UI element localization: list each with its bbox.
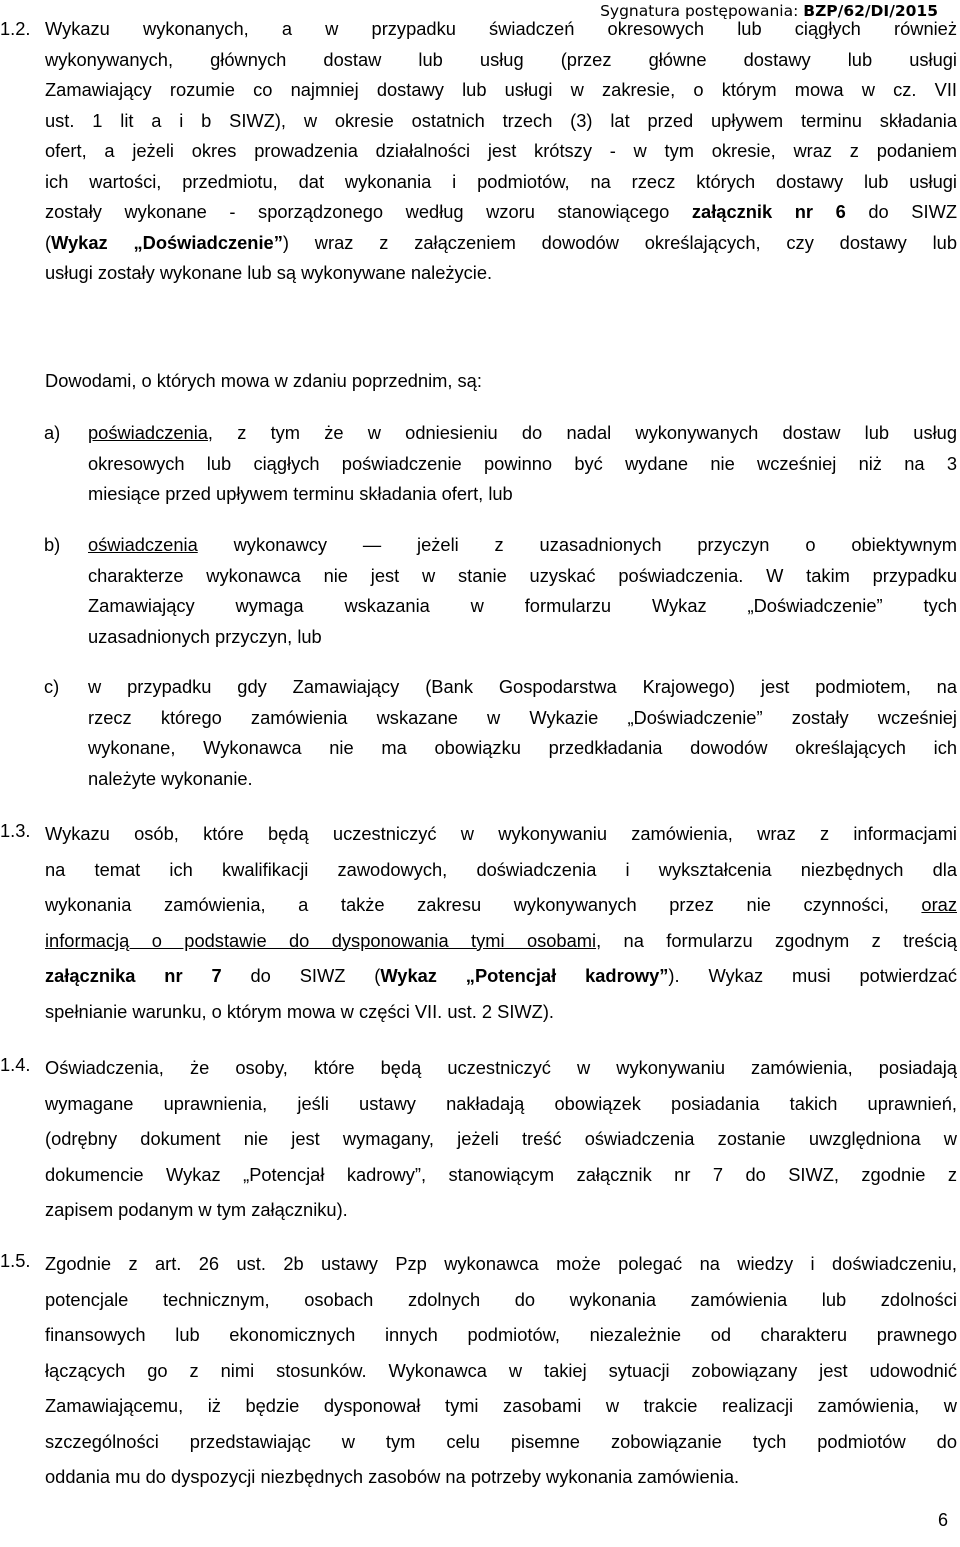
attachment-7-ref: załącznika nr 7 [45,965,222,986]
evidence-intro [45,366,945,397]
text-line: miesiące przed upływem terminu składania ofert, lub [88,483,513,504]
text-line: Dowodami, o których mowa w zdaniu poprzednim, są: [45,370,482,391]
section-number: 1.3. [0,820,31,841]
list-item-text [88,530,957,652]
text-line: dokumencie Wykaz „Potencjał kadrowy”, stanowiącym załącznik nr 7 do SIWZ, zgodnie z [45,1163,957,1185]
text-fragment: wykonania zamówienia, a także zakresu wykonywanych przez nie czynności, [45,894,922,915]
section-number: 1.5. [0,1250,31,1271]
text-line: Wykazu osób, które będą uczestniczyć w wykonywaniu zamówienia, wraz z informacjami [45,823,957,844]
text-line: w przypadku gdy Zamawiający (Bank Gospodarstwa Krajowego) jest podmiotem, na [88,676,957,697]
text-line [45,887,957,923]
underlined-term: informacją o podstawie do dysponowania tymi osobami [45,929,597,951]
list-letter: c) [44,676,60,697]
text-line: ich wartości, przedmiotu, dat wykonania i podmiotów, na rzecz których dostawy lub usługi [45,170,957,192]
text-line: spełnianie warunku, o którym mowa w części VII. ust. 2 SIWZ). [45,1000,554,1022]
text-line [45,923,957,959]
case-signature-label: Sygnatura postępowania: [600,2,804,20]
text-line: potencjale technicznym, osobach zdolnych do wykonania zamówienia lub zdolności [45,1288,957,1310]
section-text [45,1246,957,1495]
list-item-text [88,418,957,510]
text-line: Zamawiającemu, iż będzie dysponował tymi zasobami w trakcie realizacji zamówienia, w [45,1395,957,1416]
underlined-term: oświadczenia [88,534,198,555]
text-line: szczególności przedstawiając w tym celu pisemne zobowiązanie tych podmiotów do [45,1430,957,1452]
text-line [45,958,957,994]
form-name-staff: Wykaz „Potencjał kadrowy” [380,965,669,986]
underlined-term: poświadczenia [88,422,208,443]
text-line: Oświadczenia, że osoby, które będą uczestniczyć w wykonywaniu zamówienia, posiadają [45,1057,957,1078]
text-line: wymagane uprawnienia, jeśli ustawy nakładają obowiązek posiadania takich uprawnień, [45,1092,957,1114]
text-fragment: zostały wykonane - sporządzonego według wzoru stanowiącego [45,201,692,222]
text-fragment: ( [45,231,52,253]
section-number: 1.2. [0,18,31,39]
text-line: zapisem podanym w tym załączniku). [45,1199,348,1220]
text-line: charakterze wykonawca nie jest w stanie uzyskać poświadczenia. W takim przypadku [88,564,957,586]
text-line: na temat ich kwalifikacji zawodowych, doświadczenia i wykształcenia niezbędnych dla [45,858,957,880]
text-line: Zgodnie z art. 26 ust. 2b ustawy Pzp wykonawca może polegać na wiedzy i doświadczeniu, [45,1253,957,1274]
list-letter: b) [44,534,61,555]
case-signature-code: BZP/62/DI/2015 [803,2,938,20]
text-fragment: ) wraz z załączeniem dowodów określających, czy dostawy lub [282,231,957,253]
text-line: wykonywanych, głównych dostaw lub usług (przez główne dostawy lub usługi [45,48,957,70]
list-letter: a) [44,422,61,443]
text-line: rzecz którego zamówienia wskazane w Wykazie „Doświadczenie” zostały wcześniej [88,706,957,728]
text-line: wykonane, Wykonawca nie ma obowiązku przedkładania dowodów określających ich [88,737,957,758]
text-fragment: wykonawcy — jeżeli z uzasadnionych przyczyn o obiektywnym [197,534,957,555]
form-name-experience: Wykaz „Doświadczenie” [51,231,283,253]
attachment-6-ref: załącznik nr 6 [691,201,846,222]
list-item-text [88,672,957,794]
text-line: ofert, a jeżeli okres prowadzenia działalności jest krótszy - w tym okresie, wraz z podaniem [45,140,957,161]
section-text [45,816,957,1029]
page-number: 6 [937,1510,948,1530]
text-line: ust. 1 lit a i b SIWZ), w okresie ostatnich trzech (3) lat przed upływem terminu składania [45,109,957,131]
text-line: należyte wykonanie. [88,767,253,789]
section-text [45,1050,957,1228]
text-fragment: do SIWZ ( [221,965,381,986]
text-line: uzasadnionych przyczyn, lub [88,625,322,647]
text-fragment: , na formularzu zgodnym z treścią [596,929,957,951]
text-line: Zamawiający wymaga wskazania w formularzu Wykaz „Doświadczenie” tych [88,595,957,616]
text-line: oddania mu do dyspozycji niezbędnych zasobów na potrzeby wykonania zamówienia. [45,1466,740,1487]
text-line: łączących go z nimi stosunków. Wykonawca w takiej sytuacji zobowiązany jest udowodnić [45,1359,957,1381]
text-line [88,530,957,561]
section-number: 1.4. [0,1054,31,1075]
text-line: usługi zostały wykonane lub są wykonywane należycie. [45,262,493,283]
text-line: (odrębny dokument nie jest wymagany, jeżeli treść oświadczenia zostanie uwzględniona w [45,1128,957,1149]
text-line: finansowych lub ekonomicznych innych podmiotów, niezależnie od charakteru prawnego [45,1324,957,1345]
text-line: Zamawiający rozumie co najmniej dostawy lub usługi w zakresie, o którym mowa w cz. VII [45,79,957,100]
text-fragment: ). Wykaz musi potwierdzać [668,965,957,986]
text-line: Wykazu wykonanych, a w przypadku świadczeń okresowych lub ciągłych również [45,18,957,39]
text-line [88,418,957,449]
text-line [45,228,957,259]
text-fragment: , z tym że w odniesieniu do nadal wykonywanych dostaw lub usług [207,422,957,443]
text-line [45,197,957,228]
text-line: okresowych lub ciągłych poświadczenie powinno być wydane nie wcześniej niż na 3 [88,452,957,474]
section-text [45,14,957,289]
underlined-term: oraz [921,894,957,915]
text-fragment: do SIWZ [845,201,957,222]
